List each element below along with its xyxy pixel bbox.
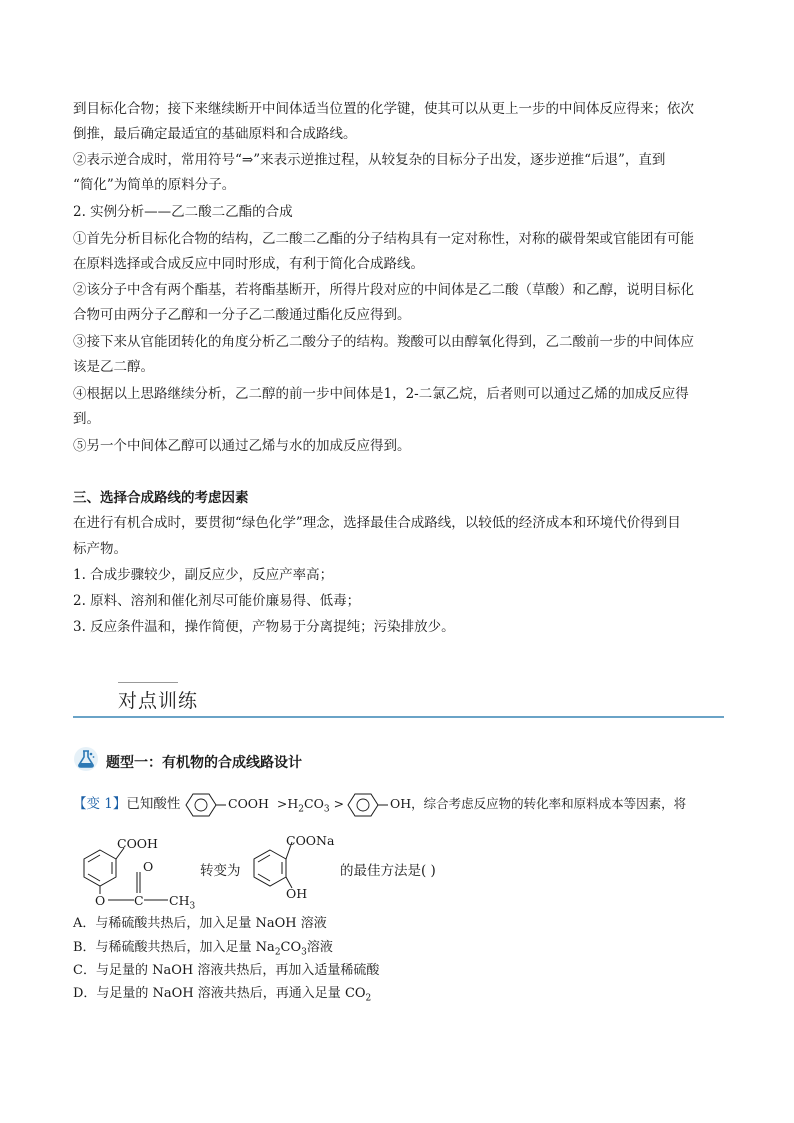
salicylate-coona: COONa — [286, 833, 335, 848]
phenol-ring-icon — [345, 792, 389, 818]
option-b[interactable]: B．与稀硫酸共热后，加入足量 $Na_2CO_3$溶液 — [73, 940, 333, 958]
convert-to-label: 转变为 — [200, 863, 241, 879]
question-prefix: 已知酸性 — [126, 796, 181, 812]
paragraph-line: ②表示逆合成时，常用符号“⇒”来表示逆推过程，从较复杂的目标分子出发，逐步逆推“后退”，直到 — [73, 152, 666, 168]
paragraph-line: 在进行有机合成时，要贯彻“绿色化学”理念，选择最佳合成路线，以较低的经济成本和环境代价得到目 — [73, 515, 681, 531]
question-suffix: ，综合考虑反应物的转化率和原料成本等因素，将 — [411, 796, 687, 811]
paragraph-line: 在原料选择或合成反应中同时形成，有利于简化合成路线。 — [73, 256, 424, 272]
aspirin-o-top: O — [143, 859, 154, 874]
list-item: 1. 合成步骤较少，副反应少，反应产率高； — [73, 567, 334, 583]
paragraph-line: ①首先分析目标化合物的结构，乙二酸二乙酯的分子结构具有一定对称性，对称的碳骨架或官能团有可能 — [73, 231, 694, 247]
question-tag: 【变 1】 — [73, 796, 127, 812]
list-item: 2. 原料、溶剂和催化剂尽可能价廉易得、低毒； — [73, 593, 361, 609]
aspirin-cooh: COOH — [117, 836, 158, 851]
paragraph-line: ②该分子中含有两个酯基，若将酯基断开，所得片段对应的中间体是乙二酸（草酸）和乙醇，说明目标化 — [73, 282, 694, 298]
paragraph-line: “简化”为简单的原料分子。 — [73, 177, 236, 193]
section-divider — [73, 716, 724, 718]
section3-heading: 三、选择合成路线的考虑因素 — [73, 490, 249, 506]
salicylate-oh: OH — [286, 886, 308, 901]
carbonate-label: CO — [304, 796, 324, 811]
paragraph-line: 倒推，最后确定最适宜的基础原料和合成路线。 — [73, 126, 357, 142]
paragraph-line: ④根据以上思路继续分析，乙二醇的前一步中间体是1，2-二氯乙烷，后者则可以通过乙烯的加成反应得 — [73, 386, 689, 402]
aspirin-c: C — [134, 893, 144, 908]
best-method-label: 的最佳方法是( ) — [340, 863, 436, 879]
cooh-label: COOH — [228, 796, 269, 811]
section-top-line — [118, 682, 178, 683]
paragraph-line: ⑤另一个中间体乙醇可以通过乙烯与水的加成反应得到。 — [73, 438, 411, 454]
flask-icon — [73, 746, 99, 772]
example-heading: 2. 实例分析——乙二酸二乙酯的合成 — [73, 204, 293, 220]
question-line — [73, 795, 180, 813]
paragraph-line: 到。 — [73, 411, 100, 427]
option-c[interactable]: C．与足量的 NaOH 溶液共热后，再加入适量稀硫酸 — [73, 963, 380, 978]
aspirin-ch3: $CH_3$ — [169, 893, 196, 912]
gt-sign: > — [333, 796, 345, 811]
list-item: 3. 反应条件温和，操作简便，产物易于分离提纯；污染排放少。 — [73, 619, 455, 635]
acid-formula: COOH $>H_2CO_3$ > — [228, 796, 345, 815]
paragraph-line: ③接下来从官能团转化的角度分析乙二酸分子的结构。羧酸可以由醇氧化得到，乙二酸前一步的中间体应 — [73, 334, 694, 350]
gt-sign: >H — [276, 796, 299, 811]
benzene-ring-icon — [183, 792, 227, 818]
oh-label: OH — [390, 796, 412, 811]
paragraph-line: 到目标化合物；接下来继续断开中间体适当位置的化学键，使其可以从更上一步的中间体反应得来；依次 — [73, 101, 694, 117]
phenol-oh — [390, 795, 686, 813]
option-d[interactable]: D．与足量的 NaOH 溶液共热后，再通入足量 $CO_2$ — [73, 986, 372, 1004]
paragraph-line: 该是乙二醇。 — [73, 359, 154, 375]
question-type-title: 题型一：有机物的合成线路设计 — [106, 755, 302, 771]
option-a[interactable]: A．与稀硫酸共热后，加入足量 NaOH 溶液 — [73, 916, 327, 931]
paragraph-line: 合物可由两分子乙醇和一分子乙二酸通过酯化反应得到。 — [73, 307, 411, 323]
paragraph-line: 标产物。 — [73, 541, 127, 557]
section-title: 对点训练 — [118, 690, 199, 712]
aspirin-o: O — [95, 893, 106, 908]
